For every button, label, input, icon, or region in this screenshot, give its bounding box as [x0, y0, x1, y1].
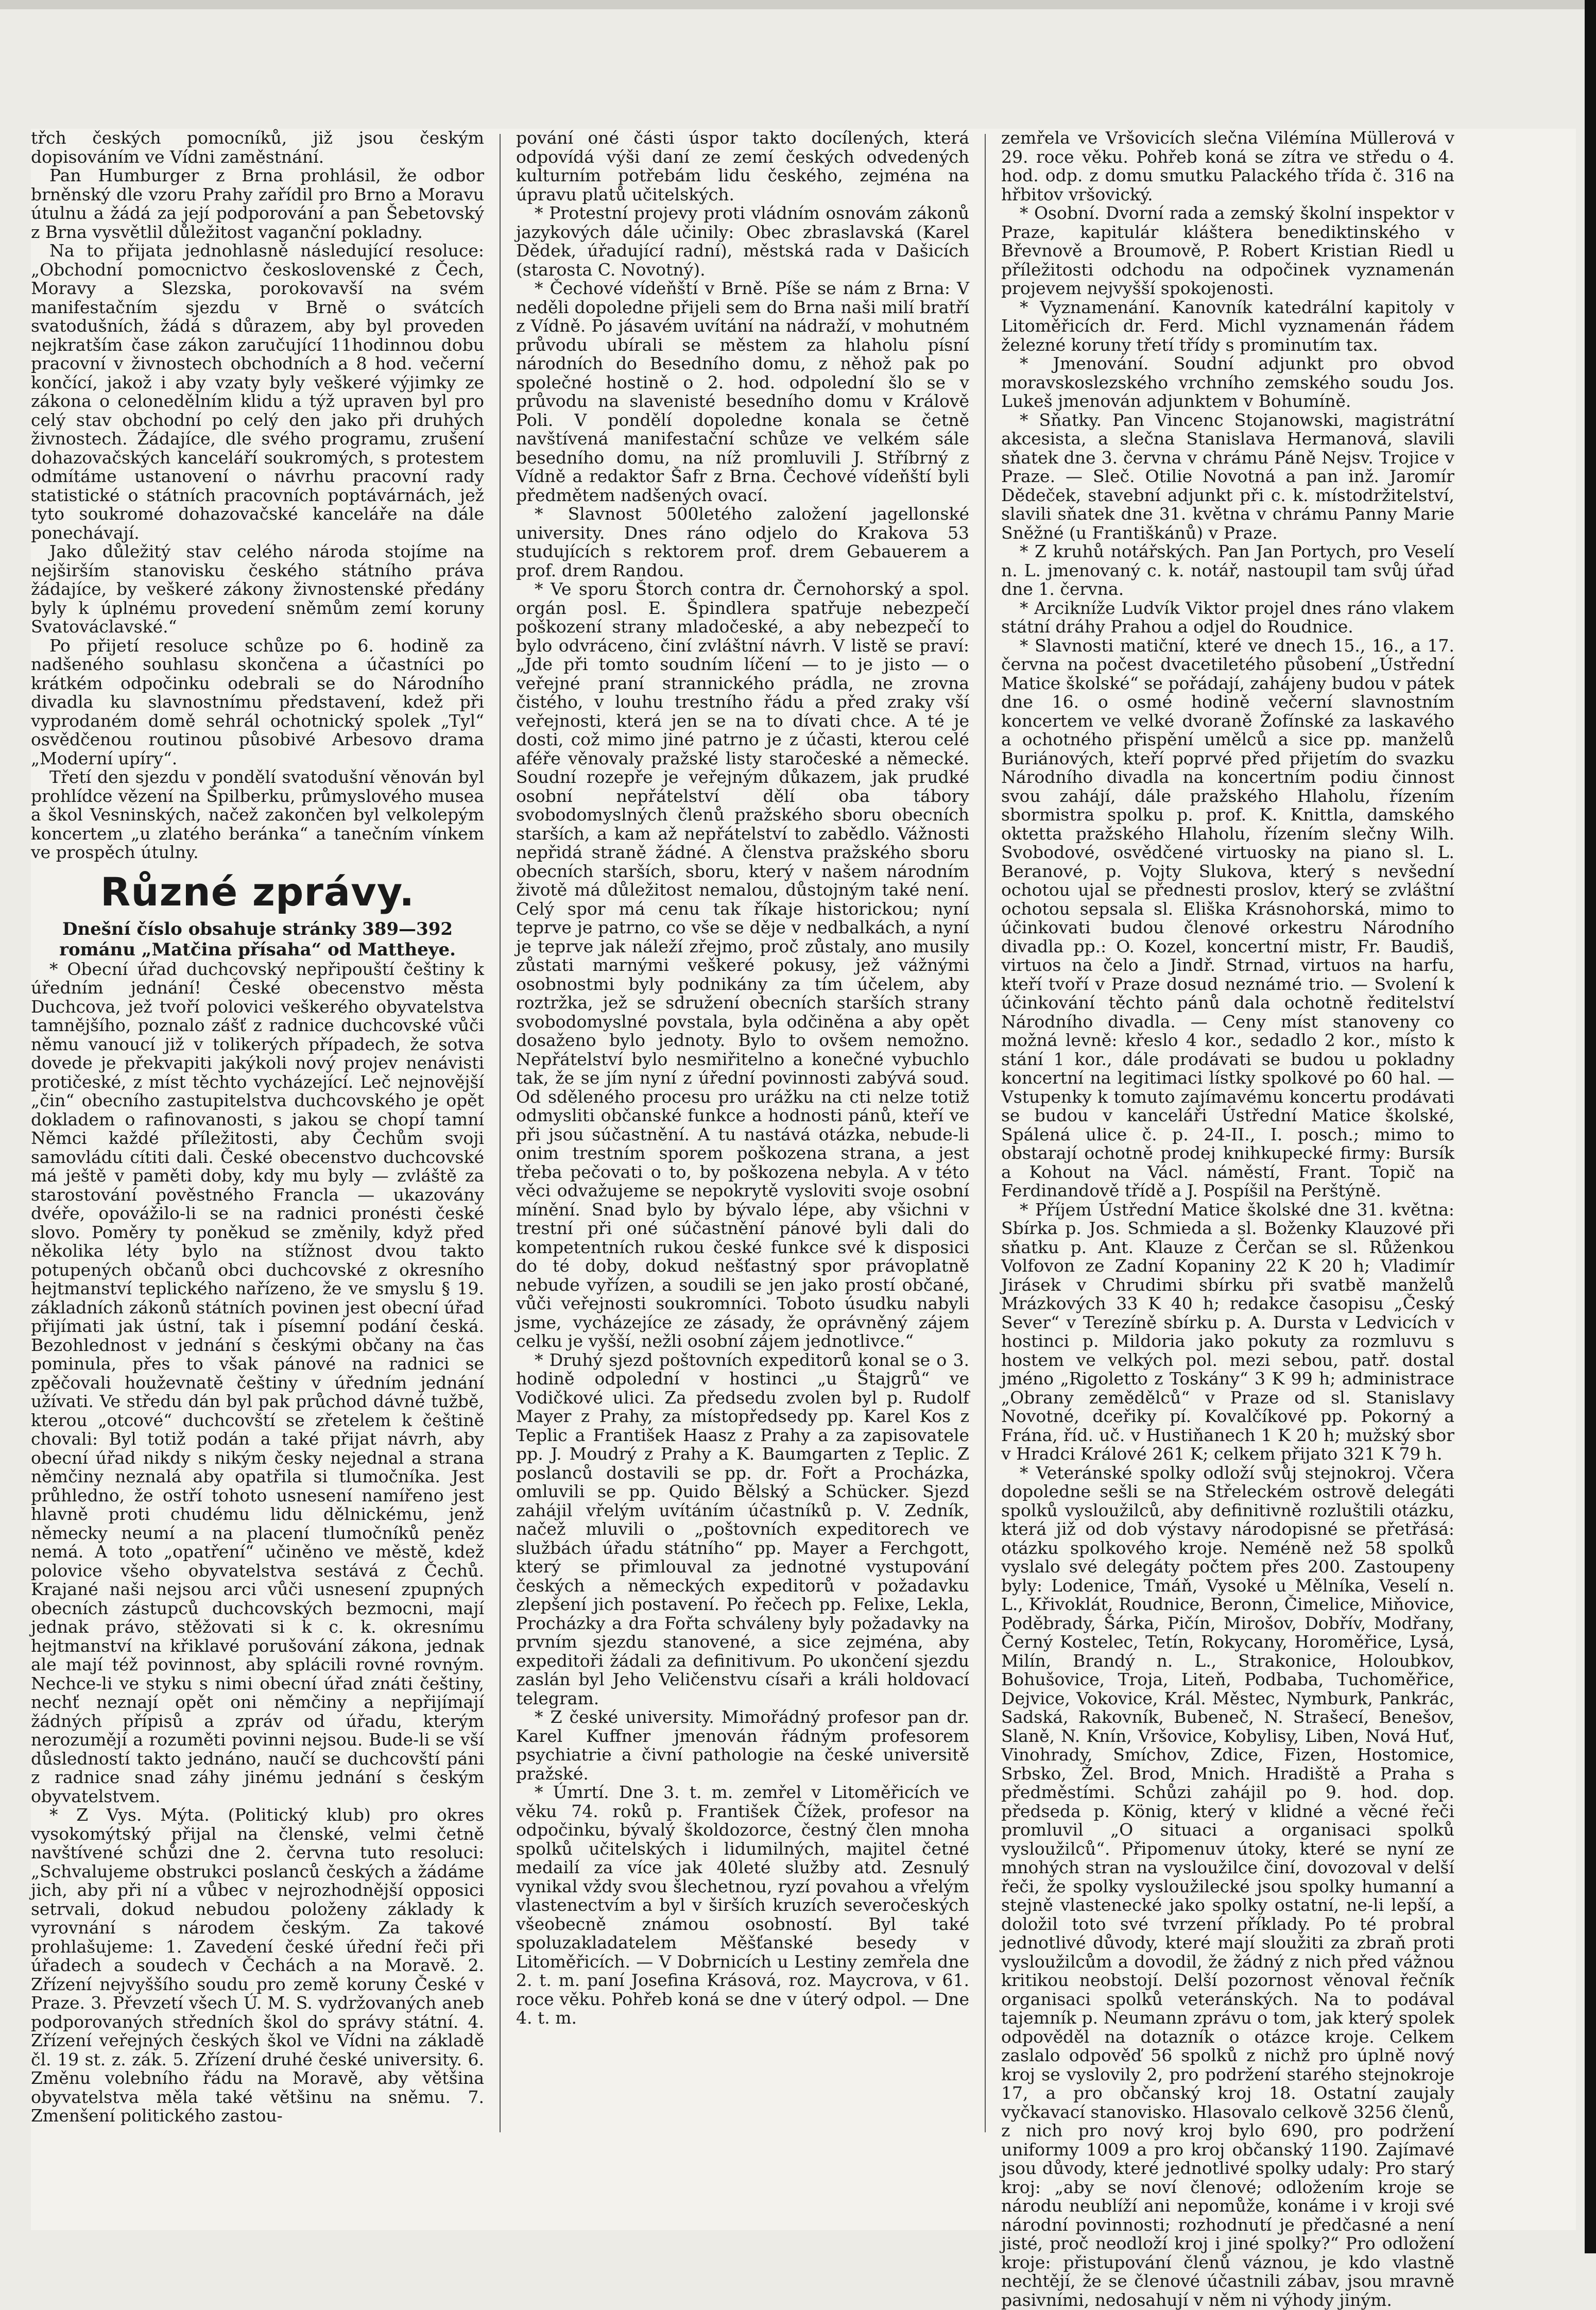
paragraph: Na to přijata jednohlasně následující resoluce: „Obchodní pomocnictvo československé z Čech, Moravy a Slezska, porokovavší na svém manifestačním sjezdu v Brně o svátcích svatodušních, žádá s důrazem, aby byl proveden nejkratším čase zákon zaručující 11hodinnou dobu pracovní v živnostech obchodních a 8 hod. večerní končící, jakož i aby vzaty byly veškeré výjimky ze zákona o celonedělním klidu a týž upraven byl pro celý stav obchodní po celý den jako při druhých živnostech. Žádajíce, dle svého programu, zrušení dohazovačských kanceláří soukromých, s protestem odmítáme ustanovení o návrhu pracovní rady statistické o státních pracovních poptávárnách, jež tyto soukromé dohazovačské kanceláře na dále ponechávají.: [31, 241, 484, 543]
paragraph: * Z Vys. Mýta. (Politický klub) pro okres vysokomýtský přijal na členské, velmi četně navštívené schůzi dne 2. června tuto resoluci: „Schvalujeme obstrukci poslanců českých a žádáme jich, aby při ní a vůbec v nejrozhodnější opposici setrvali, dokud nebudou položeny základy k vyrovnání s národem českým. Za takové prohlašujeme: 1. Zavedení české úřední řeči při úřadech a soudech v Čechách a na Moravě. 2. Zřízení nejvyššího soudu pro země koruny České v Praze. 3. Převzetí všech Ú. M. S. vydržovaných aneb podporovaných středních škol do správy státní. 4. Zřízení veřejných českých škol ve Vídni na základě čl. 19 st. z. zák. 5. Zřízení druhé české university. 6. Změnu volebního řádu na Moravě, aby většina obyvatelstva měla také většinu na sněmu. 7. Zmenšení politického zastou-: [31, 1805, 484, 2126]
paragraph: * Vyznamenání. Kanovník katedrální kapitoly v Litoměřicích dr. Ferd. Michl vyznamenán řádem železné koruny třetí třídy s prominutím tax.: [1001, 297, 1454, 355]
columns: [31, 128, 1454, 2310]
column-rule: [985, 134, 986, 2132]
paragraph: * Osobní. Dvorní rada a zemský školní inspektor v Praze, kapitulár kláštera benediktinského v Břevnově a Broumově, P. Robert Kristian Riedl u příležitosti odchodu na odpočinek vyznamenán projevem nejvyšší spokojenosti.: [1001, 203, 1454, 298]
paragraph: třch českých pomocníků, již jsou českým dopisováním ve Vídni zaměstnání.: [31, 128, 484, 167]
paragraph: * Arcikníže Ludvík Viktor projel dnes ráno vlakem státní dráhy Prahou a odjel do Roudnice.: [1001, 597, 1454, 637]
paragraph: * Z kruhů notářských. Pan Jan Portych, pro Veselí n. L. jmenovaný c. k. notář, nastoupil tam svůj úřad dne 1. června.: [1001, 541, 1454, 599]
paragraph: * Slavnosti matiční, které ve dnech 15., 16., a 17. června na počest dvacetiletého působení „Ústřední Matice školské“ se pořádají, zahájeny budou v pátek dne 16. o osmé hodině večerní slavnostním koncertem ve velké dvoraně Žofínské za laskavého a ochotného přispění umělců a sice pp. manželů Buriánových, kteří poprvé před přijetím do svazku Národního divadla na koncertním podiu činnost svou zahájí, dále pražského Hlaholu, řízením sbormistra spolku p. prof. K. Knittla, damského oktetta pražského Hlaholu, řízením slečny Wilh. Svobodové, osvědčené virtuosky na piano sl. L. Beranové, p. Vojty Slukova, který s nevšední ochotou ujal se přednesti proslov, který se zvláštní ochotou sepsala sl. Eliška Krásnohorská, mimo to účinkovati budou členové orkestru Národního divadla pp.: O. Kozel, koncertní mistr, Fr. Baudiš, virtuos na čelo a Jindř. Strnad, virtuos na harfu, kteří tvoří v Praze dosud neznámé trio. — Svolení k účinkování těchto pánů dala ochotně ředitelství Národního divadla. — Ceny míst stanoveny co možná levně: křeslo 4 kor., sedadlo 2 kor., místo k stání 1 kor., dále prodávati se budou u pokladny koncertní na legitimaci lístky spolkové po 60 hal. — Vstupenky k tomuto zajímavému koncertu prodávati se budou v kanceláři Ústřední Matice školské, Spálená ulice č. p. 24-II., I. posch.; mimo to obstarají ochotně prodej knihkupecké firmy: Bursík a Kohout na Václ. náměstí, Frant. Topič na Ferdinandově třídě a J. Pospíšil na Perštýně.: [1001, 635, 1454, 1201]
paragraph: * Druhý sjezd poštovních expeditorů konal se o 3. hodině odpolední v hostinci „u Štajgrů“ ve Vodičkové ulici. Za předsedu zvolen byl p. Rudolf Mayer z Prahy, za místopředsedy pp. Karel Kos z Teplic a František Haasz z Prahy a za zapisovatele pp. J. Moudrý z Prahy a K. Baumgarten z Teplic. Z poslanců dostavili se pp. dr. Fořt a Procházka, omluvili se pp. Quido Bělský a Schücker. Sjezd zahájil vřelým uvítáním účastníků p. V. Zedník, načež mluvili o „poštovních expeditorech ve službách úřadu státního“ pp. Mayer a Ferchgott, který se přimlouval za jednotné vystupování českých a německých expeditorů v požadavku zlepšení jich postavení. Po řečech pp. Felixe, Lekla, Procházky a dra Fořta schváleny byly požadavky na prvním sjezdu stanovené, a sice zejména, aby expeditoři žádali za definitivum. Po ukončení sjezdu zaslán byl Jeho Veličenstvu císaři a králi holdovací telegram.: [516, 1349, 969, 1708]
scan-edge-right: [1585, 0, 1596, 2253]
paragraph: * Veteránské spolky odloží svůj stejnokroj. Včera dopoledne sešli se na Střeleckém ostrově delegáti spolků vysloužilců, aby definitivně rozluštili otázku, která již od dob výstavy národopisné se přetřásá: otázku spolkového kroje. Neméně než 58 spolků vyslalo své delegáty počtem přes 200. Zastoupeny byly: Lodenice, Tmáň, Vysoké u Mělníka, Veselí n. L., Křivoklát, Roudnice, Beronn, Čimelice, Miňovice, Poděbrady, Šárka, Pičín, Mirošov, Dobřív, Modřany, Černý Kostelec, Tetín, Rokycany, Horoměřice, Lysá, Milín, Brandý n. L., Strakonice, Holoubkov, Bohušovice, Troja, Liteň, Podbaba, Tuchoměřice, Dejvice, Vokovice, Král. Městec, Nymburk, Pankrác, Sadská, Rakovník, Bubeneč, N. Strašecí, Benešov, Slaně, N. Knín, Vršovice, Kobylisy, Liben, Nová Huť, Vinohrady, Smíchov, Zdice, Fizen, Hostomice, Srbsko, Žel. Brod, Mnich. Hradiště a Praha s předměstími. Schůzi zahájil po 9. hod. dop. předseda p. König, který v klidné a věcné řeči promluvil „O situaci a organisaci spolků vysloužilců“. Připomenuv útoky, které se nyní ze mnohých stran na vysloužilce činí, dovozoval v delší řeči, že spolky vysloužilecké jsou spolky humanní a stejně vlastenecké jako spolky ostatní, ne-li lepší, a doložil toto své tvrzení příklady. Po té probral jednotlivé důvody, které mají sloužiti za zbraň proti vysloužilcům a dovodil, že žádný z nich před vážnou kritikou neobstojí. Delší pozornost věnoval řečník organisaci spolků veteránských. Na to podával tajemník p. Neumann zprávu o tom, jak který spolek odpověděl na dotazník o otázce kroje. Celkem zaslalo odpověď 56 spolků z nichž pro úplně nový kroj se vyslovily 2, pro podržení starého stejnokroje 17, a pro občanský kroj 18. Ostatní zaujaly vyčkavací stanovisko. Hlasovalo celkově 3256 členů, z nich pro nový kroj bylo 690, pro podržení uniformy 1009 a pro kroj občanský 1190. Zajímavé jsou důvody, které jednotlivé spolky udaly: Pro starý kroj: „aby se noví členové; odložením kroje se národu neublíží ani nepomůže, konáme i v kroji své národní povinnosti; rozhodnutí je předčasné a není jisté, proč neodloží kroj i jiné spolky?“ Pro odložení kroje: přistupování členů váznou, je kdo vlastně nechtějí, že se členové účastnili zábav, jsou mravně pasivními, nedosahují v něm ni výhody jiným.: [1001, 1462, 1454, 2310]
scan-edge-top: [0, 0, 1596, 9]
paragraph: * Příjem Ústřední Matice školské dne 31. května: Sbírka p. Jos. Schmieda a sl. Boženky Klauzové při sňatku p. Ant. Klauze z Čerčan se sl. Růženkou Volfovon ze Zadní Kopaniny 22 K 20 h; Vladimír Jirásek v Chrudimi sbírku při svatbě manželů Mrázkových 33 K 40 h; redakce časopisu „Český Sever“ v Terezíně sbírku p. A. Dursta v Ledvicích v hostinci p. Mildoria jako pokuty za rozmluvu s hostem ve velkých pol. mezi sebou, patř. dostal jméno „Rigoletto z Toskány“ 3 K 99 h; administrace „Obrany zemědělců“ v Praze od sl. Stanislavy Novotné, dceřiky pí. Kovalčíkové pp. Pokorný a Frána, říd. uč. v Hustiňanech 1 K 20 h; mužský sbor v Hradci Králové 261 K; celkem přijato 321 K 79 h.: [1001, 1199, 1454, 1464]
paragraph: * Čechové vídeňští v Brně. Píše se nám z Brna: V neděli dopoledne přijeli sem do Brna naši milí bratří z Vídně. Po jásavém uvítání na nádraží, v mohutném průvodu ubírali se městem za hlaholu písní národních do Besedního domu, z něhož pak po společné hostině o 2. hod. odpolední šlo se v průvodu na slavenisté besedního domu v Králově Poli. V pondělí dopoledne konala se četně navštívená manifestační schůze ve velkém sále besedního domu, na níž promluvili J. Stříbrný z Vídně a redaktor Šafr z Brna. Čechové vídeňští byli předmětem nadšených ovací.: [516, 278, 969, 505]
newspaper-page: [31, 128, 1576, 2310]
paragraph: Jako důležitý stav celého národa stojíme na nejširším stanovisku českého státního práva žádajíce, by veškeré zákony živnostenské předány byly k úplnému provedení sněmům zemí koruny Svatováclavské.“: [31, 541, 484, 637]
column-rule: [500, 134, 501, 2132]
paragraph: Třetí den sjezdu v pondělí svatodušní věnován byl prohlídce vězení na Špilberku, průmyslového musea a škol Vesninských, načež zakončen byl velkolepým koncertem „u zlatého beránka“ a tanečním vínkem ve prospěch útulny.: [31, 767, 484, 862]
paragraph: zemřela ve Vršovicích slečna Vilémína Müllerová v 29. roce věku. Pohřeb koná se zítra ve středu o 4. hod. odp. z domu smutku Palackého třída č. 316 na hřbitov vršovický.: [1001, 128, 1454, 204]
paragraph: * Obecní úřad duchcovský nepřipouští češtiny k úředním jednání! České obecenstvo města Duchcova, jež tvoří polovici veškerého obyvatelstva tamnějšího, poznalo zášť z radnice duchcovské vůči němu vanoucí již v tolikerých případech, že sotva dovede je překvapiti jakýkoli nový projev nenávisti protičeské, z míst těchto vycházející. Leč nejnovější „čin“ obecního zastupitelstva duchcovského je opět dokladem o rafinovanosti, s jakou se chopí tamní Němci každé příležitosti, aby Čechům svoji samovládu cítiti dali. České obecenstvo duchcovské má ještě v paměti doby, kdy mu byly — zvláště za starostování pověstného Francla — ukazovány dvéře, opovážilo-li se na radnici pronésti české slovo. Poměry ty poněkud se změnily, když před několika léty bylo na stížnost dvou takto potupených občanů obci duchcovské z okresního hejtmanství teplického nařízeno, že ve smyslu § 19. základních zákonů státních povinen jest obecní úřad přijímati jak ústní, tak i písemní podání česká. Bezohlednost v jednání s českými občany na čas pominula, přes to však pánové na radnici se zpěčovali houževnatě češtiny v úředním jednání užívati. Ve středu dán byl pak průchod dávné tužbě, kterou „otcové“ duchcovští se zřetelem k češtině chovali: Byl totiž podán a také přijat návrh, aby obecní úřad nikdy s nikým česky nejednal a strana němčiny neznalá aby opatřila si tlumočníka. Jest průhledno, že ostří tohoto usnesení namířeno jest hlavně proti chudému lidu dělnickému, jenž německy neumí a na placení tlumočníků peněz nemá. A toto „opatření“ učiněno ve městě, kdež polovice všeho obyvatelstva sestává z Čechů. Krajané naši nejsou arci vůči usnesení zpupných obecních zástupců duchcovských bezmocni, mají jednak právo, stěžovati si k c. k. okresnímu hejtmanství na křiklavé porušování zákona, jednak ale mají též povinnost, aby splácili rovné rovným. Nechce-li ve styku s nimi obecní úřad znáti češtiny, nechť neznají opět oni němčiny a nepřijímají žádných přípisů a zpráv od úřadu, kterým nerozumějí a rozuměti povinni nejsou. Bude-li se vší důsledností takto jednáno, naučí se duchcovští páni z radnice snad záhy jinému jednání s českým obyvatelstvem.: [31, 959, 484, 1806]
paragraph: Po přijetí resoluce schůze po 6. hodině za nadšeného souhlasu skončena a účastníci po krátkém odpočinku odebrali se do Národního divadla ku slavnostnímu představení, kdež při vyprodaném domě sehrál ochotnický spolek „Tyl“ osvědčenou routinou působivé Arbesovo drama „Moderní upíry“.: [31, 635, 484, 768]
paragraph: * Z české university. Mimořádný profesor pan dr. Karel Kuffner jmenován řádným profesorem psychiatrie a čivní pathologie na české universitě pražské.: [516, 1707, 969, 1784]
section-heading: Různé zprávy.: [100, 868, 415, 915]
column-3: [1001, 128, 1454, 2310]
column-2: [516, 129, 969, 2137]
paragraph: * Protestní projevy proti vládním osnovám zákonů jazykových dále učinily: Obec zbraslavská (Karel Dědek, úřadující radní), městská rada v Dašicích (starosta C. Novotný).: [516, 203, 969, 280]
paragraph: pování oné části úspor takto docílených, která odpovídá výši daní ze zemí českých odvedených kulturním potřebám lidu českého, zejména na úpravu platů učitelských.: [516, 128, 969, 204]
section-subheading: Dnešní číslo obsahuje stránky 389—392 románu „Matčina přísaha“ od Mattheye.: [59, 918, 456, 960]
paragraph: * Slavnost 500letého založení jagellonské university. Dnes ráno odjelo do Krakova 53 studujících s rektorem prof. drem Gebauerem a prof. drem Randou.: [516, 504, 969, 580]
paragraph: * Sňatky. Pan Vincenc Stojanowski, magistrátní akcesista, a slečna Stanislava Hermanová, slavili sňatek dne 3. června v chrámu Páně Nejsv. Trojice v Praze. — Sleč. Otilie Novotná a pan inž. Jaromír Dědeček, stavební adjunkt při c. k. místodržitelství, slavili sňatek dne 31. května v chrámu Panny Marie Sněžné (u Františkánů) v Praze.: [1001, 409, 1454, 543]
paragraph: * Úmrtí. Dne 3. t. m. zemřel v Litoměřicích ve věku 74. roků p. František Čížek, profesor na odpočinku, bývalý školdozorce, čestný člen mnoha spolků učitelských i lidumilných, majitel četné medailí za více jak 40leté služby atd. Zesnulý vynikal vždy svou šlechetnou, ryzí povahou a vřelým vlastenectvím a byl v širších kruzích severočeských všeobecně známou osobností. Byl také spoluzakladatelem Měšťanské besedy v Litoměřicích. — V Dobrnicích u Lestiny zemřela dne 2. t. m. paní Josefina Krásová, roz. Maycrova, v 61. roce věku. Pohřeb koná se dne v úterý odpol. — Dne 4. t. m.: [516, 1782, 969, 2028]
paragraph: Pan Humburger z Brna prohlásil, že odbor brněnský dle vzoru Prahy zařídil pro Brno a Moravu útulnu a žádá za její podporování a pan Šebetovský z Brna vysvětlil důležitost vaganční pokladny.: [31, 165, 484, 242]
paragraph: * Jmenování. Soudní adjunkt pro obvod moravskoslezského vrchního zemského soudu Jos. Lukeš jmenován adjunktem v Bohumíně.: [1001, 353, 1454, 411]
paragraph: * Ve sporu Štorch contra dr. Černohorský a spol. orgán posl. E. Špindlera spatřuje nebezpečí poškození strany mladočeské, a aby nebezpečí to bylo odvráceno, činí zvláštní návrh. V listě se praví: „Jde při tomto soudním líčení — to je jisto — o veřejné praní strannického prádla, ne zrovna čistého, v louhu trestního řádu a před zraky vší veřejnosti, která jen se na to dívati chce. A té je dosti, což mimo jiné patrno je z účasti, kterou celé aféře věnovaly pražské listy staročeské a německé. Soudní rozepře je veřejným důkazem, jak prudké osobní nepřátelství dělí oba tábory svobodomyslných členů pražského sboru obecních starších, a kam až nepřátelství to zabědlo. Vážnosti nepřidá straně žádné. A členstva pražského sboru obecních starších, sboru, který v našem národním životě má důležitost nemalou, důstojným také není. Celý spor má cenu tak říkaje historickou; nyní teprve je patrno, co vše se děje v nedbalkách, a nyní je teprve jak náleží zřejmo, proč zůstaly, ano musily zůstati marnými veškeré pokusy, jež vážnými osobnostmi byly podnikány za tím účelem, aby roztržka, jež se sdružení obecních starších strany svobodomyslné povstala, byla odčiněna a aby opět dosaženo bylo jednoty. Bylo to ovšem nemožno. Nepřátelství bylo nesmiřitelno a konečné vybuchlo tak, že se jím nyní z úřední povinnosti zabývá soud. Od sděleného procesu pro urážku na cti nelze totiž odmysliti občanské funkce a hodnosti pánů, kteří ve při jsou súčastnění. A tu nastává otázka, nebude-li onim trestním sporem poškozena strana, a jest třeba pečovati o to, by poškozena nebyla. A v této věci odvažujeme se nepokrytě vysloviti svoje osobní mínění. Snad bylo by bývalo lépe, aby všichni v trestní při oné súčastnění pánové byli dali do kompetentních rukou české funkce své k disposici do té doby, dokud nešťastný spor právoplatně nebude vyřízen, a soudili se jen jako prostí občané, vůči veřejnosti soukromníci. Toboto úsudku nabyli jsme, vycházejíce ze zásady, že oprávněný zájem celku je vyšší, nežli osobní zájem jednotlivce.“: [516, 579, 969, 1351]
column-1: [31, 129, 484, 2137]
